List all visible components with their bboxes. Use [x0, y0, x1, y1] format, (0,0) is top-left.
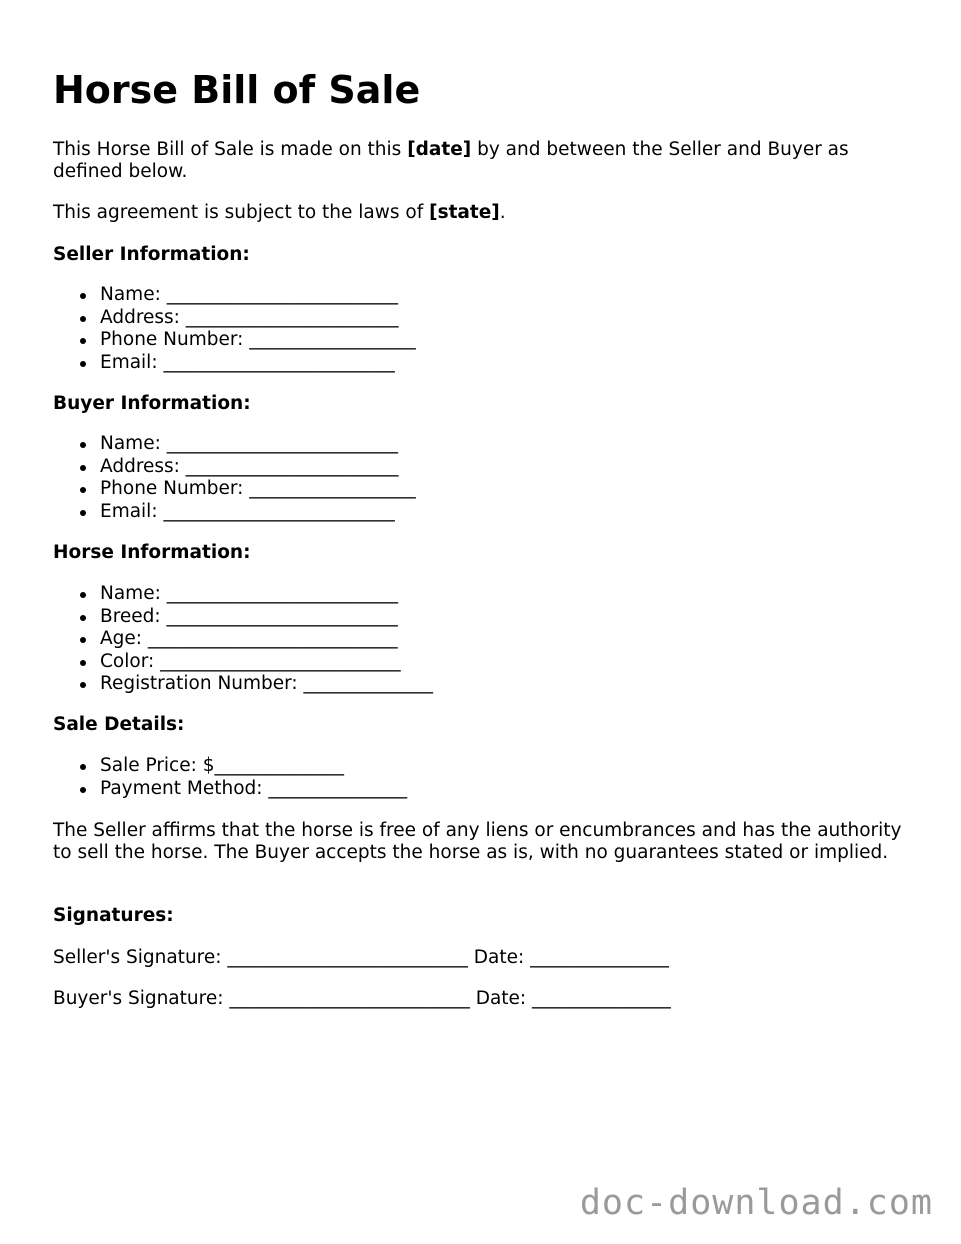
seller-heading: Seller Information:: [53, 244, 250, 265]
horse-color-field[interactable]: Color: __________________________: [53, 651, 433, 674]
horse-heading: Horse Information:: [53, 542, 251, 563]
law-text-after: .: [499, 202, 506, 223]
law-paragraph: [53, 202, 923, 224]
buyer-heading: Buyer Information:: [53, 393, 251, 414]
buyer-name-field[interactable]: Name: _________________________: [53, 433, 416, 456]
horse-breed-field[interactable]: Breed: _________________________: [53, 606, 433, 629]
intro-paragraph: [53, 139, 923, 183]
seller-list: [53, 284, 416, 374]
watermark: doc-download.com: [579, 1183, 933, 1223]
sale-price-field[interactable]: Sale Price: $______________: [53, 755, 407, 778]
seller-signature-line[interactable]: Seller's Signature: __________________________ Date: _______________: [53, 947, 669, 968]
page-title: Horse Bill of Sale: [53, 68, 421, 112]
payment-method-field[interactable]: Payment Method: _______________: [53, 778, 407, 801]
seller-address-field[interactable]: Address: _______________________: [53, 307, 416, 330]
horse-registration-field[interactable]: Registration Number: ______________: [53, 673, 433, 696]
intro-text-before: This Horse Bill of Sale is made on this: [53, 139, 408, 160]
seller-phone-field[interactable]: Phone Number: __________________: [53, 329, 416, 352]
date-placeholder: [date]: [407, 139, 472, 160]
buyer-address-field[interactable]: Address: _______________________: [53, 456, 416, 479]
signatures-heading: Signatures:: [53, 905, 174, 926]
sale-list: [53, 755, 407, 800]
law-text-before: This agreement is subject to the laws of: [53, 202, 430, 223]
affirmation-paragraph: The Seller affirms that the horse is free of any liens or encumbrances and has the authority to sell the horse. The Buyer accepts the horse as is, with no guarantees stated or implied.: [53, 820, 902, 863]
buyer-list: [53, 433, 416, 523]
state-placeholder: [state]: [429, 202, 500, 223]
buyer-signature-line[interactable]: Buyer's Signature: __________________________ Date: _______________: [53, 988, 671, 1009]
seller-email-field[interactable]: Email: _________________________: [53, 352, 416, 375]
buyer-phone-field[interactable]: Phone Number: __________________: [53, 478, 416, 501]
horse-age-field[interactable]: Age: ___________________________: [53, 628, 433, 651]
horse-name-field[interactable]: Name: _________________________: [53, 583, 433, 606]
intro-text-after: by and between the Seller and Buyer as defined below.: [53, 139, 849, 182]
sale-heading: Sale Details:: [53, 714, 185, 735]
horse-list: [53, 583, 433, 696]
buyer-email-field[interactable]: Email: _________________________: [53, 501, 416, 524]
seller-name-field[interactable]: Name: _________________________: [53, 284, 416, 307]
